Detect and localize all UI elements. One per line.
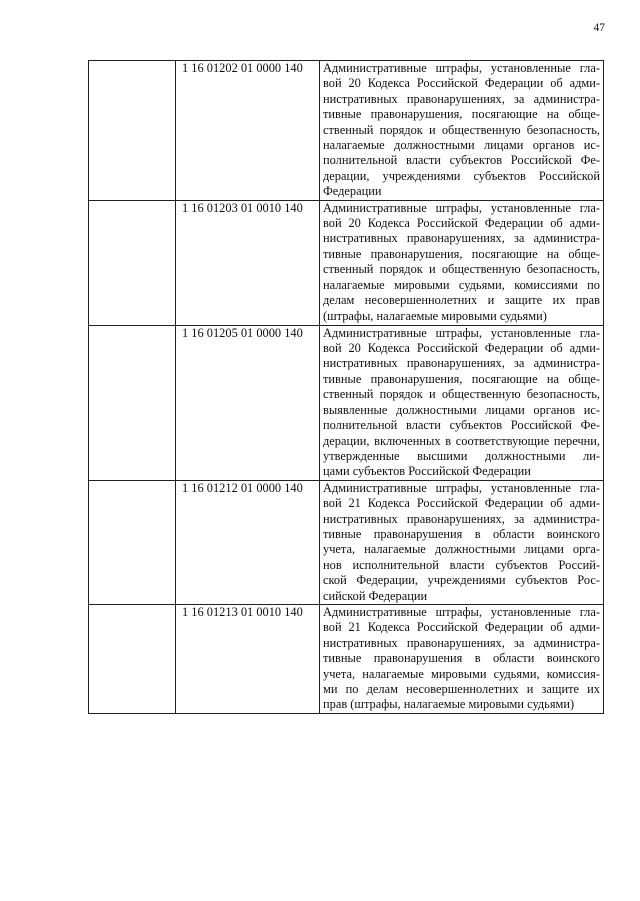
description-line: ственный порядок и общественную безопасность, — [323, 387, 600, 402]
budget-classification-table — [88, 60, 604, 714]
description-cell — [320, 480, 604, 604]
table-row — [89, 61, 604, 201]
description-line: Административные штрафы, установленные гла- — [323, 604, 600, 619]
description-line: вой 21 Кодекса Российской Федерации об адми- — [323, 496, 600, 511]
description-line: ственный порядок и общественную безопасность, — [323, 262, 600, 277]
description-line: нистративных правонарушениях, за администра- — [323, 635, 600, 650]
table-body — [89, 61, 604, 714]
description-line: тивные правонарушения, посягающие на обще- — [323, 371, 600, 386]
table-row — [89, 604, 604, 713]
description-line: нистративных правонарушениях, за администра- — [323, 511, 600, 526]
description-line: полнительной власти субъектов Российской Фе- — [323, 153, 600, 168]
table-row — [89, 200, 604, 325]
page-number: 47 — [593, 22, 605, 34]
description-line: ской Федерации, учреждениями субъектов Рос- — [323, 573, 600, 588]
description-line: ми по делам несовершеннолетних и защите их — [323, 682, 600, 696]
classification-code: 1 16 01205 01 0000 140 — [176, 325, 320, 480]
empty-cell — [89, 480, 176, 604]
description-line: ственный порядок и общественную безопасность, — [323, 122, 600, 137]
description-line: тивные правонарушения, посягающие на обще- — [323, 246, 600, 261]
classification-code: 1 16 01212 01 0000 140 — [176, 480, 320, 604]
description-line: нистративных правонарушениях, за администра- — [323, 231, 600, 246]
classification-code: 1 16 01213 01 0010 140 — [176, 604, 320, 713]
description-line: вой 20 Кодекса Российской Федерации об адми- — [323, 76, 600, 91]
classification-code: 1 16 01203 01 0010 140 — [176, 200, 320, 325]
description-cell — [320, 325, 604, 480]
description-cell — [320, 200, 604, 325]
description-line: вой 21 Кодекса Российской Федерации об адми- — [323, 620, 600, 635]
description-line: учета, налагаемые должностными лицами орга- — [323, 542, 600, 557]
description-line: учета, налагаемые мировыми судьями, комиссия- — [323, 666, 600, 681]
description-line: утвержденные высшими должностными ли- — [323, 448, 600, 463]
description-line: тивные правонарушения, посягающие на обще- — [323, 107, 600, 122]
description-line: Федерации — [323, 184, 382, 199]
description-line: делам несовершеннолетних и защите их прав — [323, 293, 600, 308]
description-line: вой 20 Кодекса Российской Федерации об адми- — [323, 216, 600, 231]
description-line: Административные штрафы, установленные гла- — [323, 200, 600, 215]
description-line: налагаемые должностными лицами органов ис- — [323, 138, 600, 153]
description-line: нов исполнительной власти субъектов Россий- — [323, 557, 600, 572]
description-line: Административные штрафы, установленные гла- — [323, 480, 600, 495]
description-line: прав (штрафы, налагаемые мировыми судьями) — [323, 697, 575, 712]
description-line: выявленные должностными лицами органов ис- — [323, 402, 600, 417]
classification-code: 1 16 01202 01 0000 140 — [176, 61, 320, 201]
description-line: тивные правонарушения в области воинского — [323, 651, 600, 666]
description-line: Административные штрафы, установленные гла- — [323, 325, 600, 340]
description-line: нистративных правонарушениях, за администра- — [323, 91, 600, 106]
description-line: полнительной власти субъектов Российской Фе- — [323, 418, 600, 433]
description-line: цами субъектов Российской Федерации — [323, 464, 531, 479]
description-line: сийской Федерации — [323, 588, 428, 603]
description-line: налагаемые мировыми судьями, комиссиями по — [323, 277, 600, 292]
table-row — [89, 325, 604, 480]
description-line: тивные правонарушения в области воинского — [323, 526, 600, 541]
description-line: дерации, включенных в соответствующие перечни, — [323, 433, 600, 448]
description-cell — [320, 604, 604, 713]
empty-cell — [89, 200, 176, 325]
description-line: вой 20 Кодекса Российской Федерации об адми- — [323, 341, 600, 356]
empty-cell — [89, 61, 176, 201]
description-line: (штрафы, налагаемые мировыми судьями) — [323, 308, 547, 323]
empty-cell — [89, 325, 176, 480]
description-line: дерации, учреждениями субъектов Российской — [323, 168, 600, 183]
empty-cell — [89, 604, 176, 713]
description-cell — [320, 61, 604, 201]
description-line: нистративных правонарушениях, за администра- — [323, 356, 600, 371]
description-line: Административные штрафы, установленные гла- — [323, 61, 600, 75]
table-row — [89, 480, 604, 604]
